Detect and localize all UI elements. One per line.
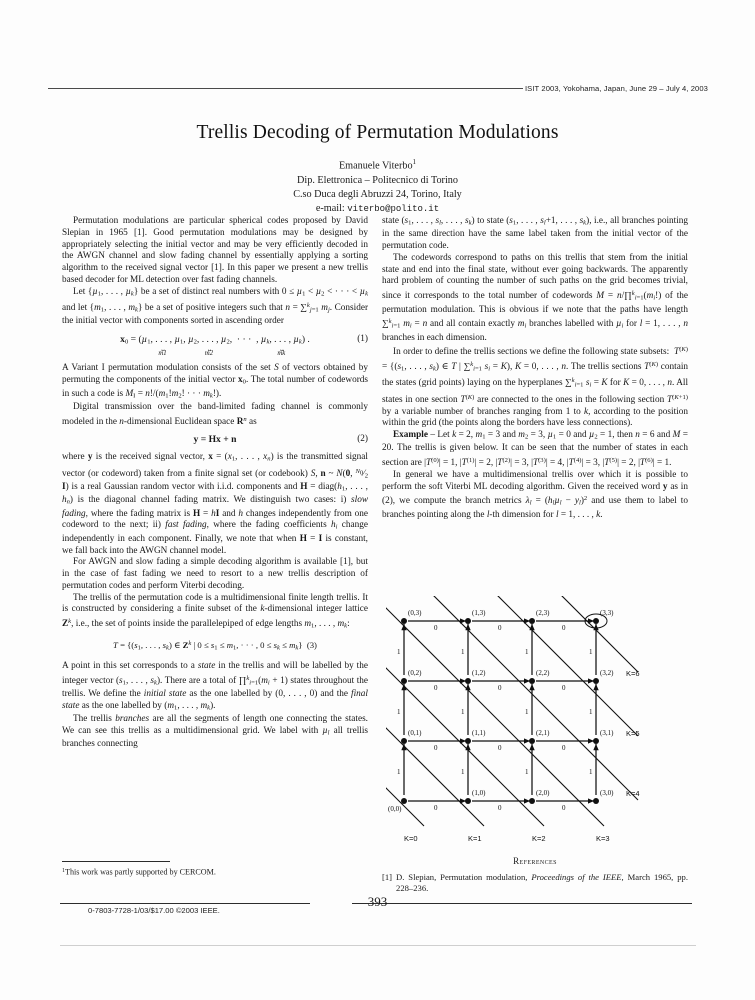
svg-text:K=2: K=2 [532,834,546,843]
paragraph-branches: The trellis branches are all the segments of length one connecting the states. We can see this trellis as a multidimensional grid. We label with µ$_l$ all trellis branches connecting [62,714,368,750]
header-rule [48,88,523,89]
equation-1-group-1: µ$_1$, . . . , µ$_1$ ⎵ m1 [142,334,184,357]
example-label: Example [393,430,428,441]
underbrace-2: ⎵ [208,343,210,351]
svg-text:(1,2): (1,2) [472,669,486,677]
paragraph-branch-labels: state ($s_1$, . . . , $s_l$, . . . , $s_k$) to state ($s_1$, . . . , $s_l+1$, . . . , $s_k$), i.e., all branches pointing in the same direction have the same label taken from the initial vector of the permutation code. [382,216,689,252]
svg-text:(1,0): (1,0) [472,789,486,797]
paragraph-variant-i: A Variant I permutation modulation consists of the set S of vectors obtained by permuting the components of the initial vector $x_0$. The total number of codewords in such a code is $M_I = n!/(m_1!m_2$! · · · $m_k$!). [62,363,368,400]
author-footnote-marker: 1 [412,158,417,166]
equation-1-group-2-label: m2 [204,350,214,357]
reference-item [382,872,688,893]
underbrace-3: ⎵ [280,343,283,351]
svg-text:1: 1 [589,708,593,716]
right-column [382,216,688,521]
equation-1-group-2: µ$_2$, . . . , µ$_2$ ⎵ m2 [188,334,230,357]
vertical-branches [404,624,596,795]
svg-text:0: 0 [562,744,566,752]
left-column [62,216,368,751]
svg-text:K=3: K=3 [596,834,610,843]
trellis-section-labels [404,669,640,843]
underbrace-1: ⎵ [161,343,164,351]
horizontal-branches [408,621,594,801]
svg-text:(1,3): (1,3) [472,609,486,617]
svg-text:1: 1 [525,768,529,776]
svg-text:1: 1 [525,648,529,656]
reference-text [396,872,688,893]
svg-text:(1,1): (1,1) [472,729,486,737]
references-list [382,872,688,893]
footnote [62,861,368,878]
trellis-figure [386,596,686,846]
running-header [48,82,708,94]
svg-text:0: 0 [562,684,566,692]
svg-text:0: 0 [498,804,502,812]
bottom-edge-rule [60,945,696,946]
references-heading: References [513,856,557,866]
svg-text:(2,3): (2,3) [536,609,550,617]
svg-text:(3,3): (3,3) [600,609,614,617]
svg-text:(2,0): (2,0) [536,789,550,797]
svg-text:1: 1 [461,708,465,716]
author-address: C.so Duca degli Abruzzi 24, Torino, Italy [293,188,462,200]
trellis-branch-labels [397,624,593,812]
svg-text:1: 1 [589,648,593,656]
svg-text:0: 0 [498,624,502,632]
paragraph-example: Example – Let k = 2, $m_1 = 3$ and $m_2 = 3$, µ$_1$ = 0 and µ$_2$ = 1, then n = 6 and M = 20. The trellis is given below. It can be seen that the number of states in each section are $|T^{(0)}| = 1$, $|T^{(1)}| = 2$, $|T^{(2)}| = 3$, $|T^{(3)}| = 4$, $|T^{(4)}| = 3$, $|T^{(5)}| = 2$, $|T^{(6)}| = 1$. [382,430,688,469]
equation-1-group-3-label: mk [277,350,286,357]
svg-text:(0,1): (0,1) [408,729,422,737]
author-email-line [0,202,755,216]
page-number: 393 [367,894,388,909]
reference-text-before: D. Slepian, Permutation modulation, [396,872,532,882]
paragraph-mu-definition: Let {µ$_1$, . . . , µ$_k$} be a set of distinct real numbers with 0 ≤ µ$_1$ < µ$_2$ < · · · < µ$_k$ and let {$m_1$, . . . , $m_k$} be a set of positive integers such that n = ∑$^k_{j=1}$ $m_j$. Consider the initial vector with components sorted in ascending order [62,286,369,327]
svg-text:0: 0 [434,744,438,752]
author-block [0,155,755,216]
svg-text:0: 0 [434,624,438,632]
svg-text:(0,0): (0,0) [388,805,402,813]
equation-2-body: y = Hx + n [193,434,237,446]
svg-text:K=5: K=5 [626,729,640,738]
equation-3: $T = \{(s_1$, . . . , $s_k$) ∈ $Z^k$ | $0 \le s_1 \le m_1$, · · · , $0 \le s_k \le m_k$} (3) [113,640,317,653]
svg-text:K=6: K=6 [626,669,640,678]
paragraph-general-trellis: In general we have a multidimensional trellis over which it is possible to perform the soft Viterbi ML decoding algorithm. Given the received word y as in (2), we compute the branch metrics $\lambda_l = (h_l\mu_l - y_l)^2$ and use them to label to branches pointing along the l-th dimension for l = 1, . . . , k. [382,469,688,520]
svg-text:K=4: K=4 [626,789,640,798]
author-name: Emanuele Viterbo [338,160,413,172]
svg-text:K=1: K=1 [468,834,482,843]
svg-text:0: 0 [498,744,502,752]
svg-text:0: 0 [498,684,502,692]
footnote-rule [62,861,170,862]
page-title: Trellis Decoding of Permutation Modulations [196,122,559,143]
svg-text:(2,2): (2,2) [536,669,550,677]
svg-text:1: 1 [525,708,529,716]
equation-1-number: (1) [357,334,368,344]
svg-text:K=0: K=0 [404,834,418,843]
equation-1: $x_0 = (\mu_1$, . . . , µ$_1$ ⎵ m1 , µ$_2$, . . . , µ$_2$ ⎵ m2 , · · · , µ$_k$, . . . , µ$_k$ ⎵ mk ) . (1) [62,334,368,357]
svg-text:(0,2): (0,2) [408,669,422,677]
svg-text:1: 1 [397,768,401,776]
conference-line: ISIT 2003, Yokohama, Japan, June 29 – July 4, 2003 [524,83,708,93]
equation-3-number: (3) [306,640,317,651]
paragraph-state-count: A point in this set corresponds to a state in the trellis and will be labelled by the integer vector ($s_1$, . . . , $s_k$). There are a total of $\prod^k_{i=1}(m_i + 1)$ states throughout the trellis. We define the initial state as the one labelled by (0, . . . , 0) and the final state as the one labelled by ($m_1$, . . . , $m_k$). [62,660,369,712]
svg-text:1: 1 [589,768,593,776]
trellis-nodes [401,618,599,804]
author-email: viterbo@polito.it [347,204,440,214]
reference-text-after: , March 1965, pp. 228–236. [396,872,688,893]
svg-text:0: 0 [434,804,438,812]
paragraph-codeword-paths: The codewords correspond to paths on this trellis that stem from the initial state and end into the final state, without ever going backwards. The apparently hard problem of counting the number of such paths on the grid becomes trivial, since it corresponds to the total number of codewords $M = n/\prod^k_{i=1}(m_i!)$ of the permutation modulation. This is obvious if we note that the paths have length ∑$^k_{i=1}$ $m_i = n$ and all contain exactly $m_i$ branches labelled with µ$_i$ for l = 1, . . . , n branches in each dimension. [382,252,689,343]
footnote-text-line [62,866,368,878]
reference-journal: Proceedings of the IEEE [531,872,622,882]
svg-text:(3,2): (3,2) [600,669,614,677]
equation-2-number: (2) [357,434,368,445]
equation-1-group-3: µ$_k$, . . . , µ$_k$ ⎵ mk [261,334,302,357]
svg-text:1: 1 [397,648,401,656]
svg-text:(0,3): (0,3) [408,609,422,617]
copyright-notice: 0-7803-7728-1/03/$17.00 ©2003 IEEE. [88,906,220,915]
paragraph-trellis-sections: In order to define the trellis sections we define the following state subsets: $T^{(K)} = \{(s_1$, . . . , $s_k$) ∈ T | ∑$^k_{i=1}$ $s_i = K$), K = 0, . . . , n. The trellis sections $T^{(K)}$ contain the states (grid points) laying on the hyperplanes ∑$^k_{i=1}$ $s_i = K$ for K = 0, . . . , n. All states in one section $T^{(K)}$ are connected to the ones in the following section $T^{(K+1)}$ by a variable number of branches ranging from 1 to k, according to the position within the grid (the points along the borders have less connections). [382,346,689,429]
svg-text:0: 0 [562,804,566,812]
reference-tag: [1] [382,872,393,882]
svg-text:1: 1 [461,648,465,656]
footnote-marker: 1 [62,868,65,874]
svg-text:0: 0 [434,684,438,692]
paragraph-trellis-construction: The trellis of the permutation code is a multidimensional finite length trellis. It is constructed by considering a finite subset of the k-dimensional integer lattice $Z^k$, i.e., the set of points inside the parallelepiped of edge lengths $m_1$, . . . , $m_k$: [62,592,368,630]
svg-text:(3,1): (3,1) [600,729,614,737]
paragraph-channel-model: Digital transmission over the band-limited fading channel is commonly modeled in the n-dimensional Euclidean space $R^n$ as [62,401,368,427]
equation-1-group-1-label: m1 [158,350,167,357]
svg-text:0: 0 [562,624,566,632]
author-affiliation: Dip. Elettronica – Politecnico di Torino [297,174,458,186]
paragraph-viterbi: For AWGN and slow fading a simple decoding algorithm is available [1], but in the case of fast fading we need to resort to a new trellis description of permutation codes and perform Viterbi decoding. [62,557,368,591]
paragraph-notation: where y is the received signal vector, $x = (x_1$, . . . , $x_n$) is the transmitted signal vector (or codeword) taken from a finite signal set (or codebook) S, n ~ N(0, $^{N_0}⁄_2$ I) is a real Gaussian random vector with i.i.d. components and $H = diag(h_1$, . . . , $h_n$) is the diagonal channel fading matrix. We distinguish two cases: i) slow fading, where the fading matrix is H = hI and h changes independently from one codeword to the next; ii) fast fading, where the fading coefficients $h_i$ change independently in each component. Finally, we note that when H = I is constant, we fall back into the AWGN channel model. [62,452,368,556]
svg-text:(2,1): (2,1) [536,729,550,737]
author-name-line [0,155,755,174]
svg-text:(3,0): (3,0) [600,789,614,797]
footnote-text: This work was partly supported by CERCOM. [65,867,216,877]
svg-text:1: 1 [397,708,401,716]
paragraph-intro: Permutation modulations are particular spherical codes proposed by David Slepian in 1965 [1]. Good permutation modulations may be designed by appropriately selecting the initial vector and may be very efficiently decoded in the AWGN channel and slow fading channel by essentially applying a sorting algorithm to the received signal vector [1]. In this paper we present a new trellis based decoder for ML detection over fast fading channels. [62,216,368,285]
email-label: e-mail: [315,203,348,214]
svg-text:1: 1 [461,768,465,776]
equation-2 [62,434,368,446]
equation-1-lhs: x [120,334,125,345]
